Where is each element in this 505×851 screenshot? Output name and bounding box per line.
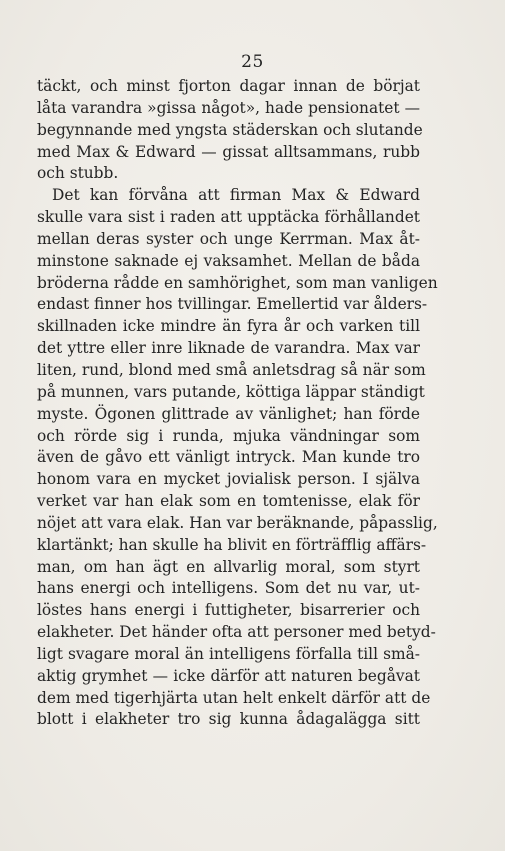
text-line: endast finner hos tvillingar. Emellertid var ålders- <box>37 295 428 314</box>
text-line: honom vara en mycket jovialisk person. I själva <box>37 470 420 489</box>
text-line: minstone saknade ej vaksamhet. Mellan de båda <box>37 251 420 270</box>
text-line: låta varandra »gissa något», hade pensionatet — <box>37 98 420 117</box>
text-line: begynnande med yngsta städerskan och slutande <box>37 120 423 139</box>
page-number: 25 <box>241 52 264 72</box>
text-line: skillnaden icke mindre än fyra år och varken till <box>37 317 420 336</box>
text-line: skulle vara sist i raden att upptäcka förhållandet <box>37 208 420 227</box>
text-line: myste. Ögonen glittrade av vänlighet; han förde <box>37 404 420 423</box>
text-line: ligt svagare moral än intelligens förfalla till små- <box>37 644 420 663</box>
text-line: täckt, och minst fjorton dagar innan de börjat <box>37 77 420 95</box>
text-line: löstes hans energi i futtigheter, bisarrerier och <box>37 601 420 620</box>
text-line: hans energi och intelligens. Som det nu var, ut- <box>37 579 420 598</box>
text-line: dem med tigerhjärta utan helt enkelt därför att de <box>37 688 431 707</box>
text-line: blott i elakheter tro sig kunna ådagalägga sitt <box>37 710 420 729</box>
text-line: liten, rund, blond med små anletsdrag så när som <box>37 360 426 379</box>
text-line: med Max & Edward — gissat alltsammans, rubb <box>37 142 420 161</box>
text-line: klartänkt; han skulle ha blivit en förträfflig affärs- <box>37 535 427 554</box>
text-line: man, om han ägt en allvarlig moral, som styrt <box>37 557 420 576</box>
text-line: verket var han elak som en tomtenisse, elak för <box>37 492 420 511</box>
text-line: och stubb. <box>37 164 119 183</box>
text-line: och rörde sig i runda, mjuka vändningar som <box>37 426 420 445</box>
text-line: aktig grymhet — icke därför att naturen begåvat <box>37 666 420 685</box>
text-line: elakheter. Det händer ofta att personer med betyd- <box>37 623 436 642</box>
text-line: mellan deras syster och unge Kerrman. Max åt- <box>37 229 420 248</box>
body-text <box>37 76 438 731</box>
text-line: Det kan förvåna att firman Max & Edward <box>52 186 420 205</box>
text-line: det yttre eller inre liknade de varandra. Max var <box>37 339 420 358</box>
text-line: nöjet att vara elak. Han var beräknande, påpasslig, <box>37 513 438 532</box>
text-line: på munnen, vars putande, köttiga läppar ständigt <box>37 382 425 401</box>
text-line: även de gåvo ett vänligt intryck. Man kunde tro <box>37 448 420 467</box>
text-line: bröderna rådde en samhörighet, som man vanligen <box>37 273 438 292</box>
